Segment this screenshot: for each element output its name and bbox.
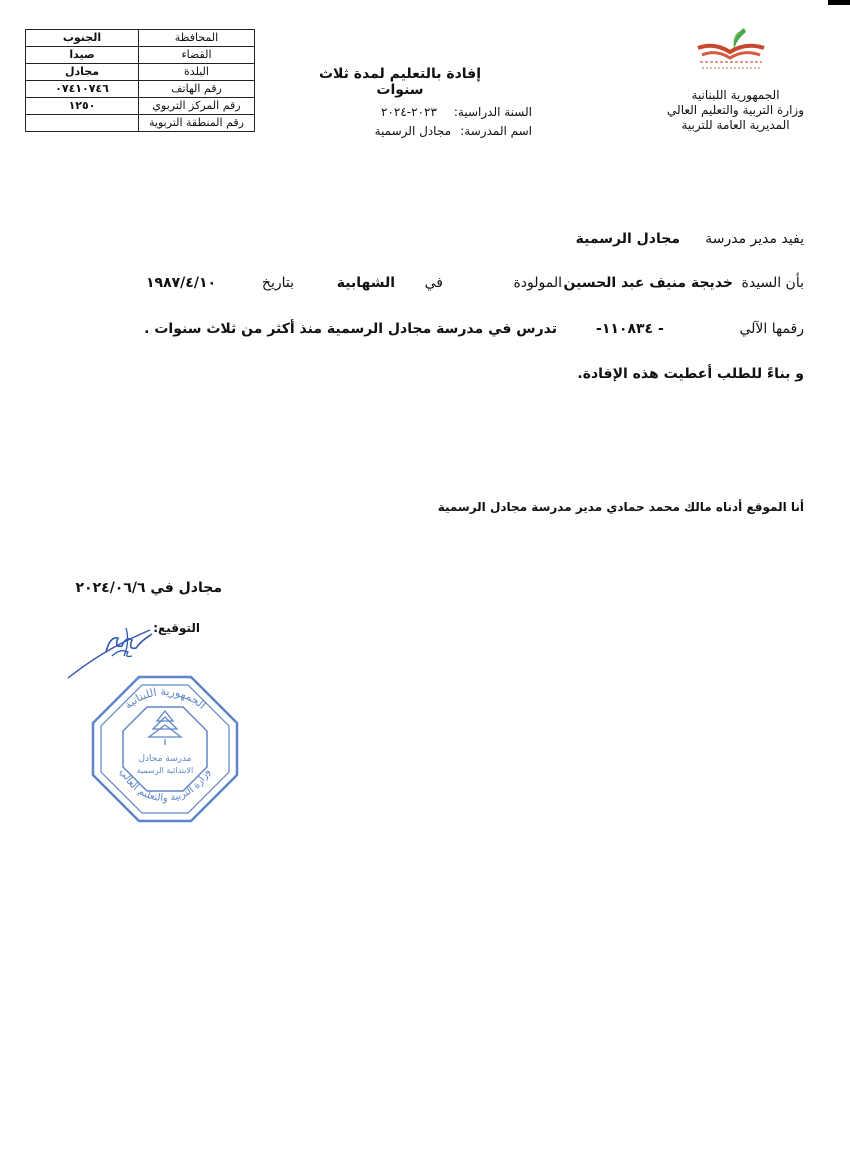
school-info-table bbox=[25, 29, 255, 132]
ministry-logo-icon bbox=[692, 24, 770, 76]
page-edge-mark bbox=[828, 0, 850, 5]
stamp-center-2: الابتدائية الرسمية bbox=[136, 766, 194, 775]
info-key: البلدة bbox=[139, 64, 255, 81]
signature-label: التوقيع: bbox=[153, 621, 200, 635]
info-value: الجنوب bbox=[26, 30, 139, 47]
signatory-line: أنا الموقع أدناه مالك محمد حمادي مدير مدرسة مجادل الرسمية bbox=[437, 500, 804, 514]
info-key: رقم المنطقة التربوية bbox=[139, 115, 255, 132]
info-row bbox=[26, 115, 255, 132]
birth-date: ١٩٨٧/٤/١٠ bbox=[146, 275, 217, 291]
body-line-1-text: يفيد مدير مدرسة bbox=[705, 231, 804, 247]
born-label: المولودة bbox=[513, 275, 562, 291]
info-key: القضاء bbox=[139, 47, 255, 64]
employee-number: -١١٠٨٣٤ - bbox=[596, 321, 664, 337]
info-key: رقم المركز التربوي bbox=[139, 98, 255, 115]
body-line-2-prefix: بأن السيدة bbox=[741, 275, 804, 291]
page-title: إفادة بالتعليم لمدة ثلاث سنوات bbox=[318, 66, 482, 98]
info-value bbox=[26, 115, 139, 132]
year-label: السنة الدراسية: bbox=[453, 105, 532, 119]
ministry-line-3: المديرية العامة للتربية bbox=[681, 118, 790, 132]
school-label: اسم المدرسة: bbox=[460, 124, 532, 138]
ministry-line-2: وزارة التربية والتعليم العالي bbox=[667, 103, 804, 117]
place-date-line: مجادل في ٢٠٢٤/٠٦/٦ bbox=[75, 580, 222, 596]
signature-icon bbox=[66, 622, 158, 680]
info-row bbox=[26, 47, 255, 64]
body-line-3-text: تدرس في مدرسة مجادل الرسمية منذ أكثر من ثلاث سنوات . bbox=[144, 321, 557, 337]
date-label: بتاريخ bbox=[261, 275, 294, 291]
info-row bbox=[26, 64, 255, 81]
stamp-center-1: مدرسة مجادل bbox=[138, 754, 192, 764]
info-value: ١٢٥٠ bbox=[26, 98, 139, 115]
ministry-line-1: الجمهورية اللبنانية bbox=[691, 88, 780, 102]
employee-name: خديجة منيف عبد الحسين bbox=[563, 275, 733, 291]
stamp-bottom-text: وزارة التربية والتعليم العالي bbox=[117, 767, 213, 805]
info-value: مجادل bbox=[26, 64, 139, 81]
year-value: ٢٠٢٣-٢٠٢٤ bbox=[381, 105, 437, 119]
in-label: في bbox=[424, 275, 443, 291]
school-value: مجادل الرسمية bbox=[374, 124, 451, 138]
info-key: رقم الهاتف bbox=[139, 81, 255, 98]
ministry-header bbox=[667, 88, 804, 133]
body-line-1-school: مجادل الرسمية bbox=[575, 231, 680, 247]
stamp-top-text: الجمهورية اللبنانية bbox=[121, 684, 209, 712]
info-row bbox=[26, 98, 255, 115]
info-value: صيدا bbox=[26, 47, 139, 64]
official-stamp-icon bbox=[89, 673, 241, 825]
info-key: المحافظة bbox=[139, 30, 255, 47]
info-row bbox=[26, 30, 255, 47]
birth-place: الشهابية bbox=[336, 275, 395, 291]
body-line-3-prefix: رقمها الآلي bbox=[739, 321, 804, 337]
info-row bbox=[26, 81, 255, 98]
info-value: ٠٧٤١٠٧٤٦ bbox=[26, 81, 139, 98]
body-line-4: و بناءً للطلب أعطيت هذه الإفادة. bbox=[577, 366, 804, 382]
